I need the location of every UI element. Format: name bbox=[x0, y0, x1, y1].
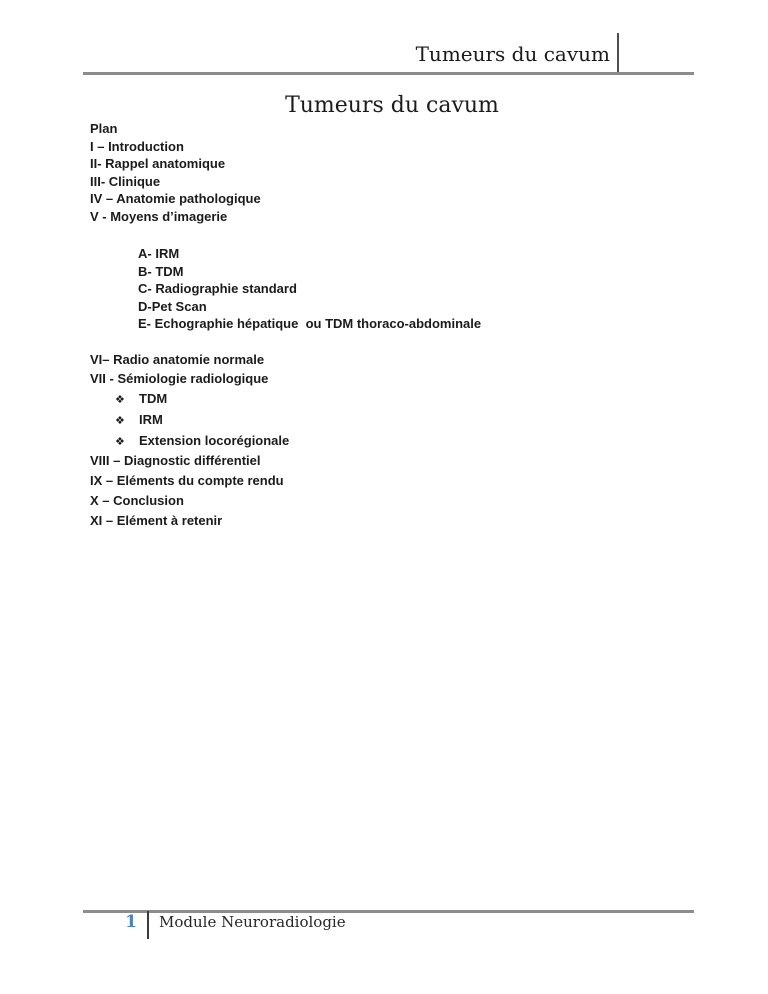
plan-outline bbox=[90, 120, 694, 225]
header-title: Tumeurs du cavum bbox=[415, 42, 610, 66]
document-body bbox=[90, 93, 694, 531]
bullet-label-irm: IRM bbox=[139, 411, 163, 427]
footer-module-title: Module Neuroradiologie bbox=[159, 913, 346, 931]
plan-heading: Plan bbox=[90, 121, 118, 136]
footer-divider-bar bbox=[147, 911, 149, 939]
outline-item-moyens-imagerie: V - Moyens d’imagerie bbox=[90, 208, 228, 224]
header-rule bbox=[83, 72, 694, 75]
diamond-bullet-icon: ❖ bbox=[115, 413, 125, 427]
bullet-item-irm bbox=[90, 410, 694, 431]
bullet-item-tdm bbox=[90, 389, 694, 410]
sections-list bbox=[90, 350, 694, 531]
sublist-item-tdm: B- TDM bbox=[138, 263, 184, 279]
sublist-item-irm: A- IRM bbox=[138, 246, 180, 261]
footer-page-number: 1 bbox=[125, 912, 137, 932]
sublist-item-echographie: E- Echographie hépatique ou TDM thoraco-abdominale bbox=[138, 316, 482, 331]
section-diagnostic-differentiel: VIII – Diagnostic différentiel bbox=[90, 453, 261, 469]
bullet-item-extension-locoregionale bbox=[90, 431, 694, 452]
document-title: Tumeurs du cavum bbox=[285, 93, 499, 118]
outline-item-introduction: I – Introduction bbox=[90, 138, 184, 154]
diamond-bullet-icon: ❖ bbox=[115, 434, 125, 448]
outline-item-anatomie-pathologique: IV – Anatomie pathologique bbox=[90, 191, 261, 206]
imaging-sublist bbox=[138, 245, 694, 333]
header-divider-bar bbox=[617, 33, 619, 73]
section-semiologie-radiologique: VII - Sémiologie radiologique bbox=[90, 371, 269, 387]
bullet-label-tdm: TDM bbox=[139, 391, 168, 407]
bullet-label-extension: Extension locorégionale bbox=[139, 432, 290, 448]
section-element-a-retenir: XI – Elément à retenir bbox=[90, 512, 223, 528]
sublist-item-radiographie-standard: C- Radiographie standard bbox=[138, 281, 297, 296]
section-radio-anatomie-normale: VI– Radio anatomie normale bbox=[90, 351, 265, 367]
sublist-item-pet-scan: D-Pet Scan bbox=[138, 298, 207, 314]
outline-item-rappel-anatomique: II- Rappel anatomique bbox=[90, 156, 226, 171]
outline-item-clinique: III- Clinique bbox=[90, 173, 161, 189]
section-elements-compte-rendu: IX – Eléments du compte rendu bbox=[90, 473, 284, 489]
section-conclusion: X – Conclusion bbox=[90, 493, 184, 509]
diamond-bullet-icon: ❖ bbox=[115, 393, 125, 407]
